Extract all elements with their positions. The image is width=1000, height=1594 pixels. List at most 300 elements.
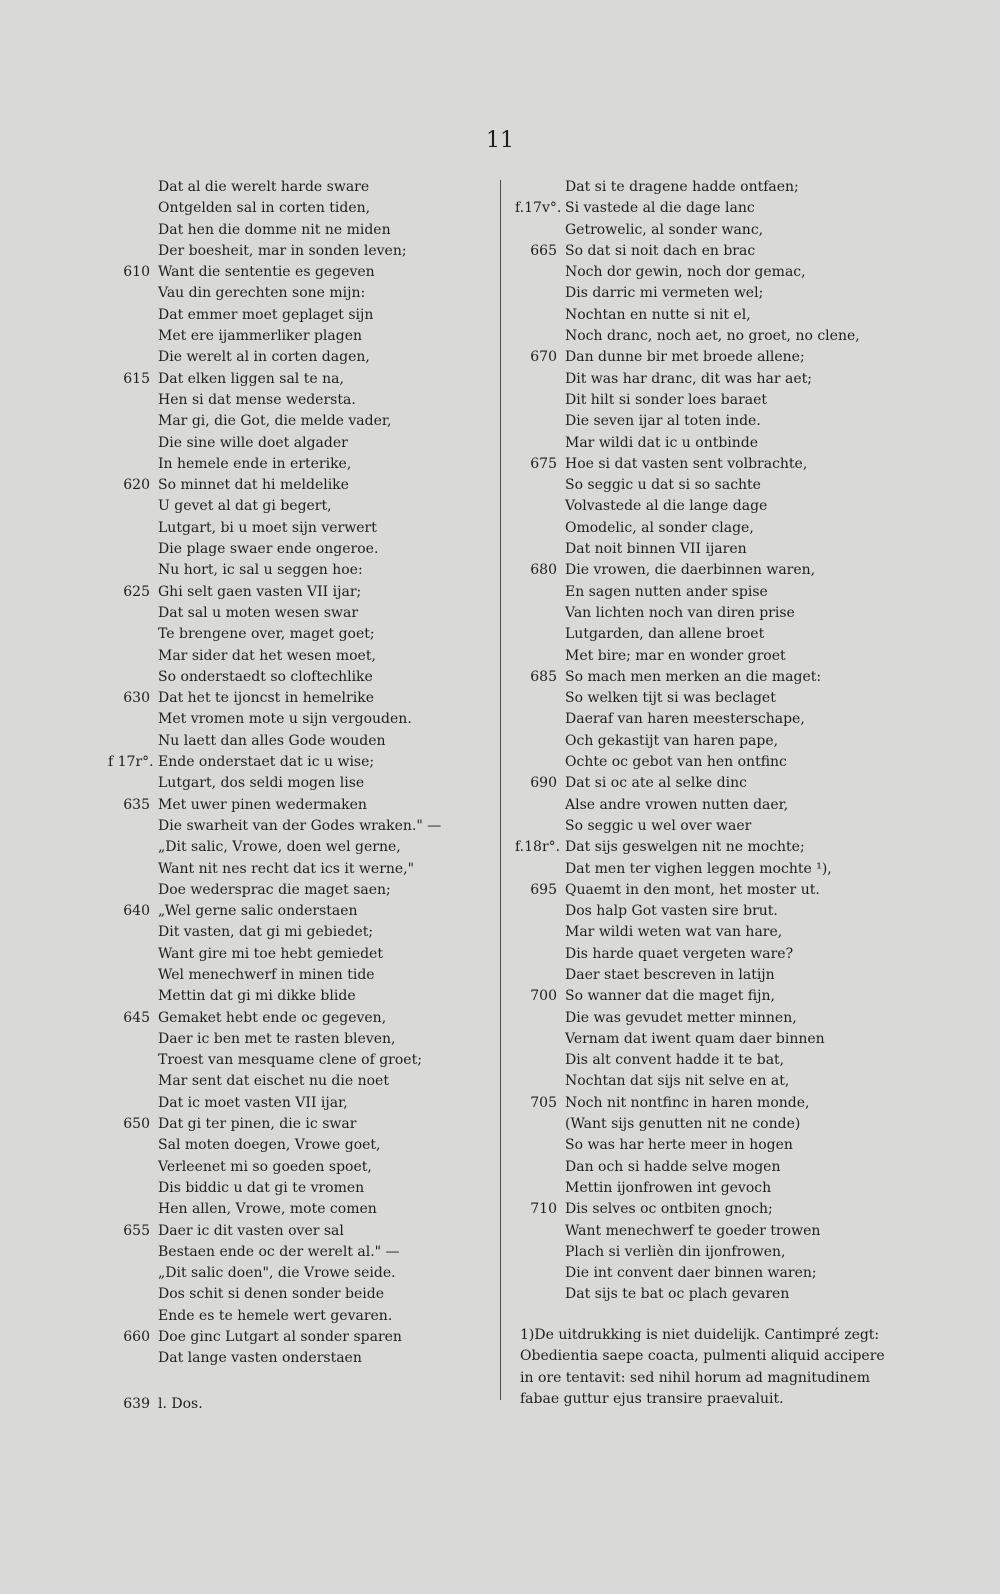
line-number <box>515 944 565 965</box>
verse-text: Mar gi, die Got, die melde vader, <box>158 413 392 430</box>
line-number <box>108 283 158 304</box>
line-number <box>515 922 565 943</box>
verse-text: Dat al die werelt harde sware <box>158 179 370 195</box>
verse-line <box>515 986 895 1007</box>
verse-text: Dat gi ter pinen, die ic swar <box>158 1116 357 1133</box>
verse-line <box>108 1178 488 1199</box>
verse-line <box>515 1114 895 1135</box>
footnote-line: in ore tentavit: sed nihil horum ad magnitudinem <box>520 1369 871 1386</box>
verse-text: Ochte oc gebot van hen ontfinc <box>565 754 787 771</box>
line-number <box>108 1306 158 1327</box>
verse-line <box>108 837 488 858</box>
verse-text: Plach si verlièn din ijonfrowen, <box>565 1243 786 1260</box>
verse-text: Nu laett dan alles Gode wouden <box>158 732 386 749</box>
verse-line <box>515 198 895 219</box>
line-number <box>515 1071 565 1092</box>
verse-line <box>515 944 895 965</box>
line-number: 625 <box>123 583 150 600</box>
line-number <box>108 433 158 454</box>
verse-line <box>108 688 488 709</box>
verse-text: So onderstaedt so cloftechlike <box>158 668 373 685</box>
verse-text: Dan dunne bir met broede allene; <box>565 349 805 366</box>
line-number: 705 <box>530 1094 557 1111</box>
line-number <box>515 1178 565 1199</box>
verse-text: Dis biddic u dat gi te vromen <box>158 1179 365 1196</box>
line-number <box>108 1157 158 1178</box>
verse-line <box>108 475 488 496</box>
verse-text: Mar wildi dat ic u ontbinde <box>565 434 759 451</box>
verse-text: „Wel gerne salic onderstaen <box>158 903 358 920</box>
line-number <box>515 1114 565 1135</box>
line-number <box>108 496 158 517</box>
line-number: 640 <box>123 903 150 920</box>
line-number <box>108 1348 158 1369</box>
verse-text: Dat si te dragene hadde ontfaen; <box>565 179 799 195</box>
verse-line <box>108 752 488 773</box>
verse-line <box>108 305 488 326</box>
line-number <box>515 624 565 645</box>
line-number <box>108 624 158 645</box>
verse-text: Ghi selt gaen vasten VII ijar; <box>158 583 362 600</box>
line-number <box>108 880 158 901</box>
footnote-line: Obedientia saepe coacta, pulmenti aliquid accipere <box>520 1348 885 1365</box>
verse-text: Omodelic, al sonder clage, <box>565 519 754 536</box>
line-number <box>515 1135 565 1156</box>
verse-text: Die swarheit van der Godes wraken." — <box>158 817 442 834</box>
verse-text: Ontgelden sal in corten tiden, <box>158 200 371 217</box>
line-number <box>515 688 565 709</box>
verse-line <box>515 518 895 539</box>
verse-line <box>108 1157 488 1178</box>
verse-text: Mettin ijonfrowen int gevoch <box>565 1179 772 1196</box>
verse-text: Si vastede al die dage lanc <box>565 200 755 217</box>
verse-text: „Dit salic, Vrowe, doen wel gerne, <box>158 839 401 856</box>
verse-text: (Want sijs genutten nit ne conde) <box>565 1116 801 1133</box>
verse-line <box>108 560 488 581</box>
verse-line <box>108 390 488 411</box>
verse-line <box>108 603 488 624</box>
verse-text: In hemele ende in erterike, <box>158 455 352 472</box>
verse-text: Der boesheit, mar in sonden leven; <box>158 242 407 259</box>
verse-line <box>108 1008 488 1029</box>
verse-text: Met uwer pinen wedermaken <box>158 796 367 813</box>
verse-text: Dat lange vasten onderstaen <box>158 1350 362 1367</box>
verse-line <box>515 1050 895 1071</box>
verse-line <box>108 1327 488 1348</box>
verse-line <box>108 369 488 390</box>
verse-text: So dat si noit dach en brac <box>565 242 756 259</box>
line-number <box>515 518 565 539</box>
line-number: 635 <box>123 796 150 813</box>
line-number <box>515 496 565 517</box>
verse-line <box>515 326 895 347</box>
verse-text: Sal moten doegen, Vrowe goet, <box>158 1137 381 1154</box>
line-number <box>108 539 158 560</box>
line-number <box>515 369 565 390</box>
verse-text: Die sine wille doet algader <box>158 434 348 451</box>
verse-line <box>108 496 488 517</box>
line-number: 690 <box>530 775 557 792</box>
line-number: 610 <box>123 264 150 281</box>
verse-line <box>515 1008 895 1029</box>
verse-text: Dos halp Got vasten sire brut. <box>565 903 778 920</box>
verse-line <box>515 1157 895 1178</box>
verse-line <box>108 709 488 730</box>
verse-text: Dos schit si denen sonder beide <box>158 1286 385 1303</box>
verse-text: Noch dor gewin, noch dor gemac, <box>565 264 806 281</box>
line-number <box>108 1263 158 1284</box>
verse-text: Hen allen, Vrowe, mote comen <box>158 1201 377 1218</box>
verse-text: Vau din gerechten sone mijn: <box>158 285 366 302</box>
verse-text: Dat noit binnen VII ijaren <box>565 541 747 558</box>
line-number <box>515 752 565 773</box>
line-number: 675 <box>530 455 557 472</box>
line-number <box>108 241 158 262</box>
verse-line <box>108 624 488 645</box>
line-number <box>108 944 158 965</box>
verse-line <box>108 1263 488 1284</box>
line-number <box>108 816 158 837</box>
verse-line <box>108 646 488 667</box>
verse-text: Hoe si dat vasten sent volbrachte, <box>565 455 808 472</box>
verse-text: Dit hilt si sonder loes baraet <box>565 391 768 408</box>
verse-line <box>515 837 895 858</box>
line-number: 680 <box>530 562 557 579</box>
verse-text: Och gekastijt van haren pape, <box>565 732 779 749</box>
verse-text: Noch nit nontfinc in haren monde, <box>565 1094 810 1111</box>
line-number <box>108 220 158 241</box>
verse-text: Nu hort, ic sal u seggen hoe: <box>158 562 363 579</box>
left-verse-column <box>108 177 488 1370</box>
line-number <box>108 518 158 539</box>
verse-line <box>108 1242 488 1263</box>
verse-line <box>515 795 895 816</box>
verse-line <box>108 177 488 198</box>
line-number <box>108 326 158 347</box>
line-number <box>108 411 158 432</box>
verse-line <box>515 624 895 645</box>
verse-text: Lutgart, bi u moet sijn verwert <box>158 519 377 536</box>
verse-text: Daer ic dit vasten over sal <box>158 1222 344 1239</box>
verse-line <box>108 198 488 219</box>
line-number <box>515 262 565 283</box>
line-number <box>515 709 565 730</box>
line-number <box>108 837 158 858</box>
line-number <box>515 433 565 454</box>
line-number <box>108 1199 158 1220</box>
line-number <box>515 283 565 304</box>
line-number <box>515 1242 565 1263</box>
line-number: 645 <box>123 1009 150 1026</box>
line-number <box>108 1071 158 1092</box>
verse-line <box>108 241 488 262</box>
verse-text: Doe wedersprac die maget saen; <box>158 881 391 898</box>
verse-line <box>515 433 895 454</box>
verse-line <box>515 496 895 517</box>
verse-text: Dat sijs te bat oc plach gevaren <box>565 1286 790 1303</box>
verse-line <box>515 1263 895 1284</box>
verse-text: Dan och si hadde selve mogen <box>565 1158 781 1175</box>
verse-line <box>515 1199 895 1220</box>
verse-line <box>515 539 895 560</box>
verse-line <box>108 539 488 560</box>
verse-line <box>515 475 895 496</box>
verse-text: Met ere ijammerliker plagen <box>158 328 363 345</box>
apparatus-text: l. Dos. <box>158 1396 203 1412</box>
footnote <box>520 1325 898 1410</box>
verse-text: Nochtan dat sijs nit selve en at, <box>565 1073 790 1090</box>
verse-text: Dit was har dranc, dit was har aet; <box>565 370 812 387</box>
verse-line <box>515 1071 895 1092</box>
verse-text: Want die sententie es gegeven <box>158 264 375 281</box>
verse-text: Troest van mesquame clene of groet; <box>158 1052 422 1069</box>
line-number <box>515 1050 565 1071</box>
line-number <box>515 1157 565 1178</box>
verse-text: So was har herte meer in hogen <box>565 1137 793 1154</box>
verse-line <box>108 518 488 539</box>
line-number <box>108 859 158 880</box>
line-number <box>108 1050 158 1071</box>
line-number: f 17r°. <box>108 754 154 771</box>
footnote-line: fabae guttur ejus transire praevaluit. <box>520 1390 784 1407</box>
footnote-line: 1)De uitdrukking is niet duidelijk. Cantimpré zegt: <box>520 1327 880 1343</box>
verse-line <box>108 1348 488 1369</box>
verse-text: Die int convent daer binnen waren; <box>565 1265 817 1282</box>
verse-line <box>108 454 488 475</box>
verse-line <box>515 1135 895 1156</box>
verse-line <box>108 816 488 837</box>
line-number <box>515 603 565 624</box>
verse-text: Dat ic moet vasten VII ijar, <box>158 1094 348 1111</box>
verse-text: Mar wildi weten wat van hare, <box>565 924 783 941</box>
line-number <box>108 347 158 368</box>
verse-line <box>108 1284 488 1305</box>
verse-line <box>108 1071 488 1092</box>
line-number <box>515 1008 565 1029</box>
verse-text: Dis harde quaet vergeten ware? <box>565 945 794 962</box>
line-number <box>108 667 158 688</box>
line-number <box>515 326 565 347</box>
line-number <box>108 709 158 730</box>
verse-text: En sagen nutten ander spise <box>565 583 768 600</box>
verse-line <box>515 1221 895 1242</box>
verse-text: So seggic u dat si so sachte <box>565 477 761 494</box>
verse-text: Gemaket hebt ende oc gegeven, <box>158 1009 387 1026</box>
verse-text: Want menechwerf te goeder trowen <box>565 1222 821 1239</box>
verse-line <box>515 1284 895 1305</box>
line-number <box>108 560 158 581</box>
verse-text: „Dit salic doen", die Vrowe seide. <box>158 1265 396 1282</box>
line-number <box>515 859 565 880</box>
verse-line <box>515 283 895 304</box>
verse-line <box>108 922 488 943</box>
line-number <box>515 965 565 986</box>
verse-line <box>515 667 895 688</box>
verse-line <box>515 1178 895 1199</box>
line-number <box>515 390 565 411</box>
verse-line <box>108 262 488 283</box>
line-number <box>108 773 158 794</box>
verse-text: Ende onderstaet dat ic u wise; <box>158 754 375 771</box>
verse-line <box>108 986 488 1007</box>
verse-text: Ende es te hemele wert gevaren. <box>158 1307 393 1324</box>
line-number: f.17v°. <box>515 200 562 217</box>
verse-line <box>108 965 488 986</box>
verse-text: Volvastede al die lange dage <box>565 498 768 515</box>
line-number <box>108 390 158 411</box>
line-number <box>108 1284 158 1305</box>
verse-text: Want gire mi toe hebt gemiedet <box>158 945 383 962</box>
verse-line <box>515 1242 895 1263</box>
line-number <box>515 539 565 560</box>
verse-text: Alse andre vrowen nutten daer, <box>565 796 789 813</box>
apparatus-note <box>108 1396 408 1412</box>
verse-line <box>108 347 488 368</box>
verse-line <box>515 646 895 667</box>
verse-text: Getrowelic, al sonder wanc, <box>565 221 764 238</box>
line-number: 710 <box>530 1201 557 1218</box>
line-number <box>108 198 158 219</box>
verse-text: Dat hen die domme nit ne miden <box>158 221 391 238</box>
verse-line <box>515 1093 895 1114</box>
line-number: f.18r°. <box>515 839 561 856</box>
verse-text: Die plage swaer ende ongeroe. <box>158 541 379 558</box>
verse-line <box>515 220 895 241</box>
line-number <box>108 986 158 1007</box>
verse-text: So welken tijt si was beclaget <box>565 690 776 707</box>
line-number <box>515 177 565 198</box>
column-divider <box>500 180 501 1400</box>
verse-text: Hen si dat mense wedersta. <box>158 391 356 408</box>
verse-text: Dis selves oc ontbiten gnoch; <box>565 1201 773 1218</box>
line-number <box>515 475 565 496</box>
verse-text: Met vromen mote u sijn vergouden. <box>158 711 412 728</box>
verse-text: So wanner dat die maget fijn, <box>565 988 775 1005</box>
verse-text: Nochtan en nutte si nit el, <box>565 306 751 323</box>
verse-line <box>515 709 895 730</box>
verse-text: Lutgart, dos seldi mogen lise <box>158 775 365 792</box>
line-number <box>108 1029 158 1050</box>
verse-text: So mach men merken an die maget: <box>565 668 822 685</box>
verse-line <box>515 965 895 986</box>
line-number <box>108 305 158 326</box>
verse-text: Mar sider dat het wesen moet, <box>158 647 376 664</box>
verse-line <box>108 667 488 688</box>
verse-text: Van lichten noch van diren prise <box>565 604 795 621</box>
verse-text: Dat elken liggen sal te na, <box>158 370 344 387</box>
verse-text: Verleenet mi so goeden spoet, <box>158 1158 372 1175</box>
line-number <box>108 454 158 475</box>
verse-text: Mar sent dat eischet nu die noet <box>158 1073 389 1090</box>
line-number: 695 <box>530 881 557 898</box>
line-number: 665 <box>530 242 557 259</box>
line-number <box>515 1284 565 1305</box>
verse-text: Dis darric mi vermeten wel; <box>565 285 764 302</box>
verse-line <box>108 411 488 432</box>
verse-text: U gevet al dat gi begert, <box>158 498 332 515</box>
verse-text: Die was gevudet metter minnen, <box>565 1009 797 1026</box>
line-number <box>108 603 158 624</box>
line-number: 700 <box>530 988 557 1005</box>
line-number <box>515 1221 565 1242</box>
line-number: 655 <box>123 1222 150 1239</box>
verse-line <box>108 433 488 454</box>
verse-line <box>108 1093 488 1114</box>
line-number <box>515 731 565 752</box>
line-number <box>515 305 565 326</box>
verse-line <box>515 901 895 922</box>
line-number: 615 <box>123 370 150 387</box>
verse-line <box>108 1114 488 1135</box>
line-number <box>108 1178 158 1199</box>
verse-text: Daer ic ben met te rasten bleven, <box>158 1030 396 1047</box>
verse-text: Want nit nes recht dat ics it werne," <box>158 860 415 877</box>
verse-line <box>108 773 488 794</box>
line-number <box>515 220 565 241</box>
verse-line <box>515 390 895 411</box>
verse-text: Quaemt in den mont, het moster ut. <box>565 881 820 898</box>
verse-line <box>108 1306 488 1327</box>
verse-text: So seggic u wel over waer <box>565 817 752 834</box>
verse-text: Dat sal u moten wesen swar <box>158 604 359 621</box>
verse-text: Die vrowen, die daerbinnen waren, <box>565 562 816 579</box>
verse-text: So minnet dat hi meldelike <box>158 477 349 494</box>
verse-line <box>108 901 488 922</box>
verse-text: Noch dranc, noch aet, no groet, no clene, <box>565 328 860 345</box>
verse-text: Te brengene over, maget goet; <box>158 626 375 643</box>
verse-line <box>515 922 895 943</box>
line-number <box>515 411 565 432</box>
verse-line <box>515 241 895 262</box>
verse-text: Die werelt al in corten dagen, <box>158 349 370 366</box>
verse-line <box>515 454 895 475</box>
verse-line <box>515 859 895 880</box>
line-number <box>515 795 565 816</box>
line-number <box>108 177 158 198</box>
line-number <box>515 582 565 603</box>
verse-line <box>515 177 895 198</box>
verse-line <box>108 582 488 603</box>
line-number <box>108 922 158 943</box>
verse-line <box>515 369 895 390</box>
verse-line <box>108 1199 488 1220</box>
verse-text: Doe ginc Lutgart al sonder sparen <box>158 1329 402 1346</box>
verse-line <box>515 880 895 901</box>
verse-line <box>515 773 895 794</box>
verse-text: Daeraf van haren meesterschape, <box>565 711 805 728</box>
verse-line <box>515 1029 895 1050</box>
verse-line <box>108 731 488 752</box>
verse-text: Dat sijs geswelgen nit ne mochte; <box>565 839 805 856</box>
line-number <box>515 816 565 837</box>
verse-text: Dis alt convent hadde it te bat, <box>565 1052 785 1069</box>
verse-line <box>108 1221 488 1242</box>
verse-line <box>515 411 895 432</box>
verse-line <box>515 688 895 709</box>
verse-line <box>515 582 895 603</box>
right-verse-column <box>515 177 895 1306</box>
verse-text: Dat het te ijoncst in hemelrike <box>158 690 374 707</box>
line-number <box>108 646 158 667</box>
verse-text: Dit vasten, dat gi mi gebiedet; <box>158 924 374 941</box>
verse-text: Dat si oc ate al selke dinc <box>565 775 747 792</box>
verse-line <box>515 752 895 773</box>
verse-text: Mettin dat gi mi dikke blide <box>158 988 356 1005</box>
apparatus-line-number: 639 <box>123 1396 150 1412</box>
verse-line <box>515 262 895 283</box>
line-number: 650 <box>123 1116 150 1133</box>
verse-text: Daer staet bescreven in latijn <box>565 966 775 983</box>
